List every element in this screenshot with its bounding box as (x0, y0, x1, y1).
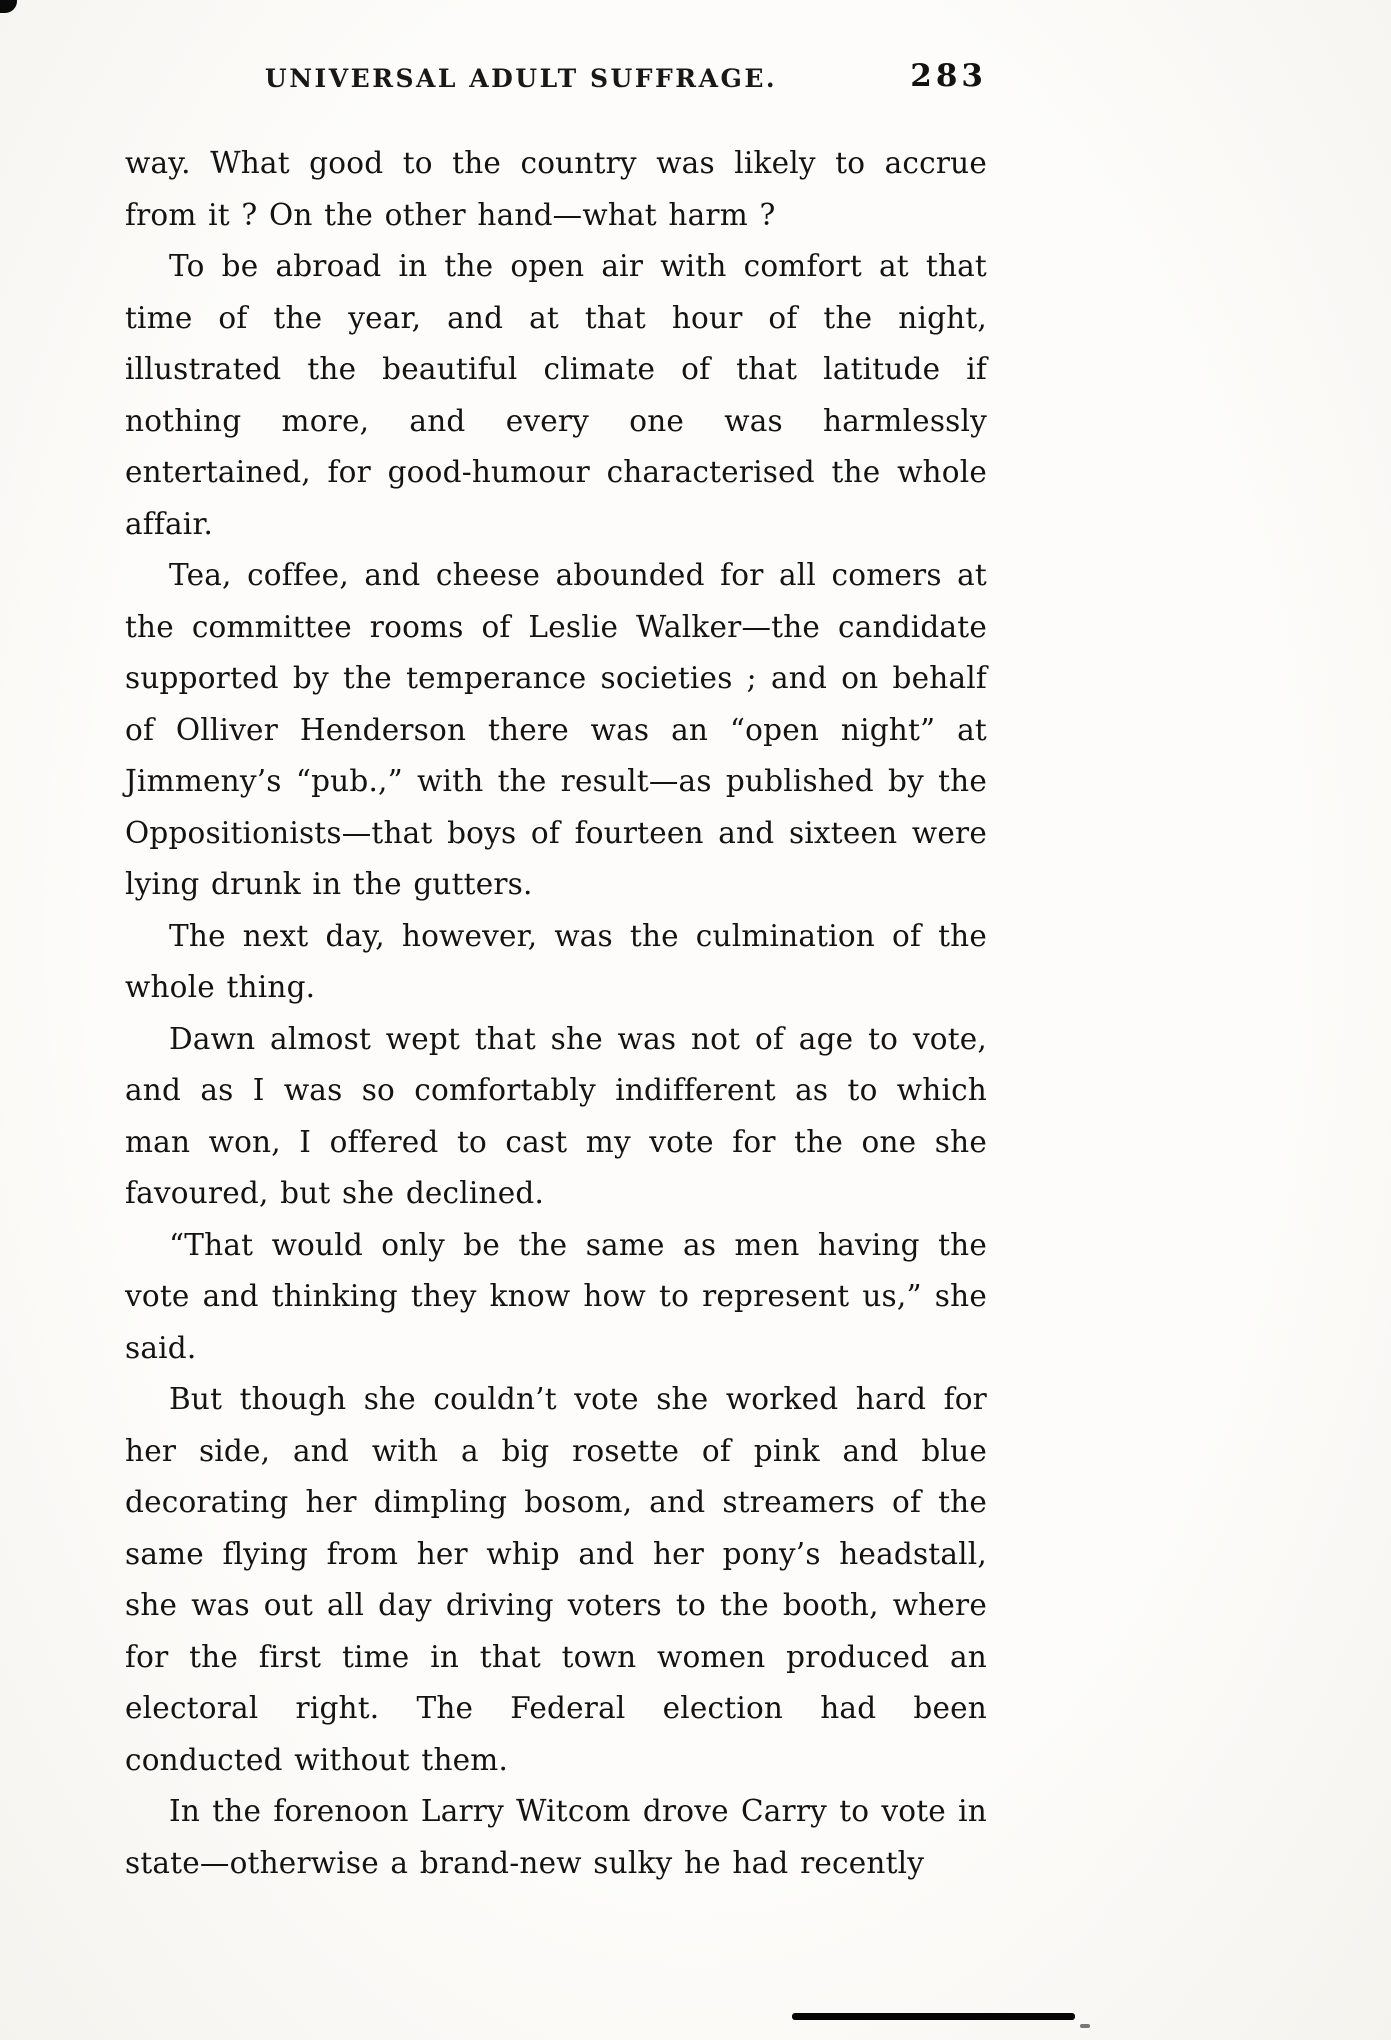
paragraph: way. What good to the country was likely to accrue from it ? On the other hand—what harm ? (125, 146, 987, 232)
scan-artifact-corner (0, 0, 17, 13)
paragraph: “That would only be the same as men having the vote and thinking they know how to represent us,” she said. (125, 1227, 987, 1365)
body-text (125, 138, 987, 1889)
text-column (125, 58, 987, 1889)
paragraph: The next day, however, was the culmination of the whole thing. (125, 918, 987, 1004)
running-header (125, 58, 987, 100)
paragraph: To be abroad in the open air with comfort at that time of the year, and at that hour of the night, illustrated the beautiful climate of that latitude if nothing more, and every one was harmlessly entertained, for good-humour characterised the whole affair. (125, 249, 987, 541)
paragraph: In the forenoon Larry Witcom drove Carry to vote in state—otherwise a brand-new sulky he had recently (125, 1794, 987, 1880)
paragraph: Tea, coffee, and cheese abounded for all comers at the committee rooms of Leslie Walker—the candidate supported by the temperance societies ; and on behalf of Olliver Henderson there was an “open night” at Jimmeny’s “pub.,” with the result—as published by the Oppositionists—that boys of fourteen and sixteen were lying drunk in the gutters. (125, 558, 987, 901)
scan-artifact-speck (1080, 2024, 1090, 2028)
page-title: UNIVERSAL ADULT SUFFRAGE. (264, 64, 778, 93)
paragraph: Dawn almost wept that she was not of age to vote, and as I was so comfortably indifferent as to which man won, I offered to cast my vote for the one she favoured, but she declined. (125, 1021, 987, 1210)
page-number: 283 (910, 58, 987, 94)
paragraph: But though she couldn’t vote she worked hard for her side, and with a big rosette of pink and blue decorating her dimpling bosom, and streamers of the same flying from her whip and her pony’s headstall, she was out all day driving voters to the booth, where for the first time in that town women produced an electoral right. The Federal election had been conducted without them. (125, 1382, 987, 1777)
scan-artifact-line (792, 2013, 1075, 2020)
